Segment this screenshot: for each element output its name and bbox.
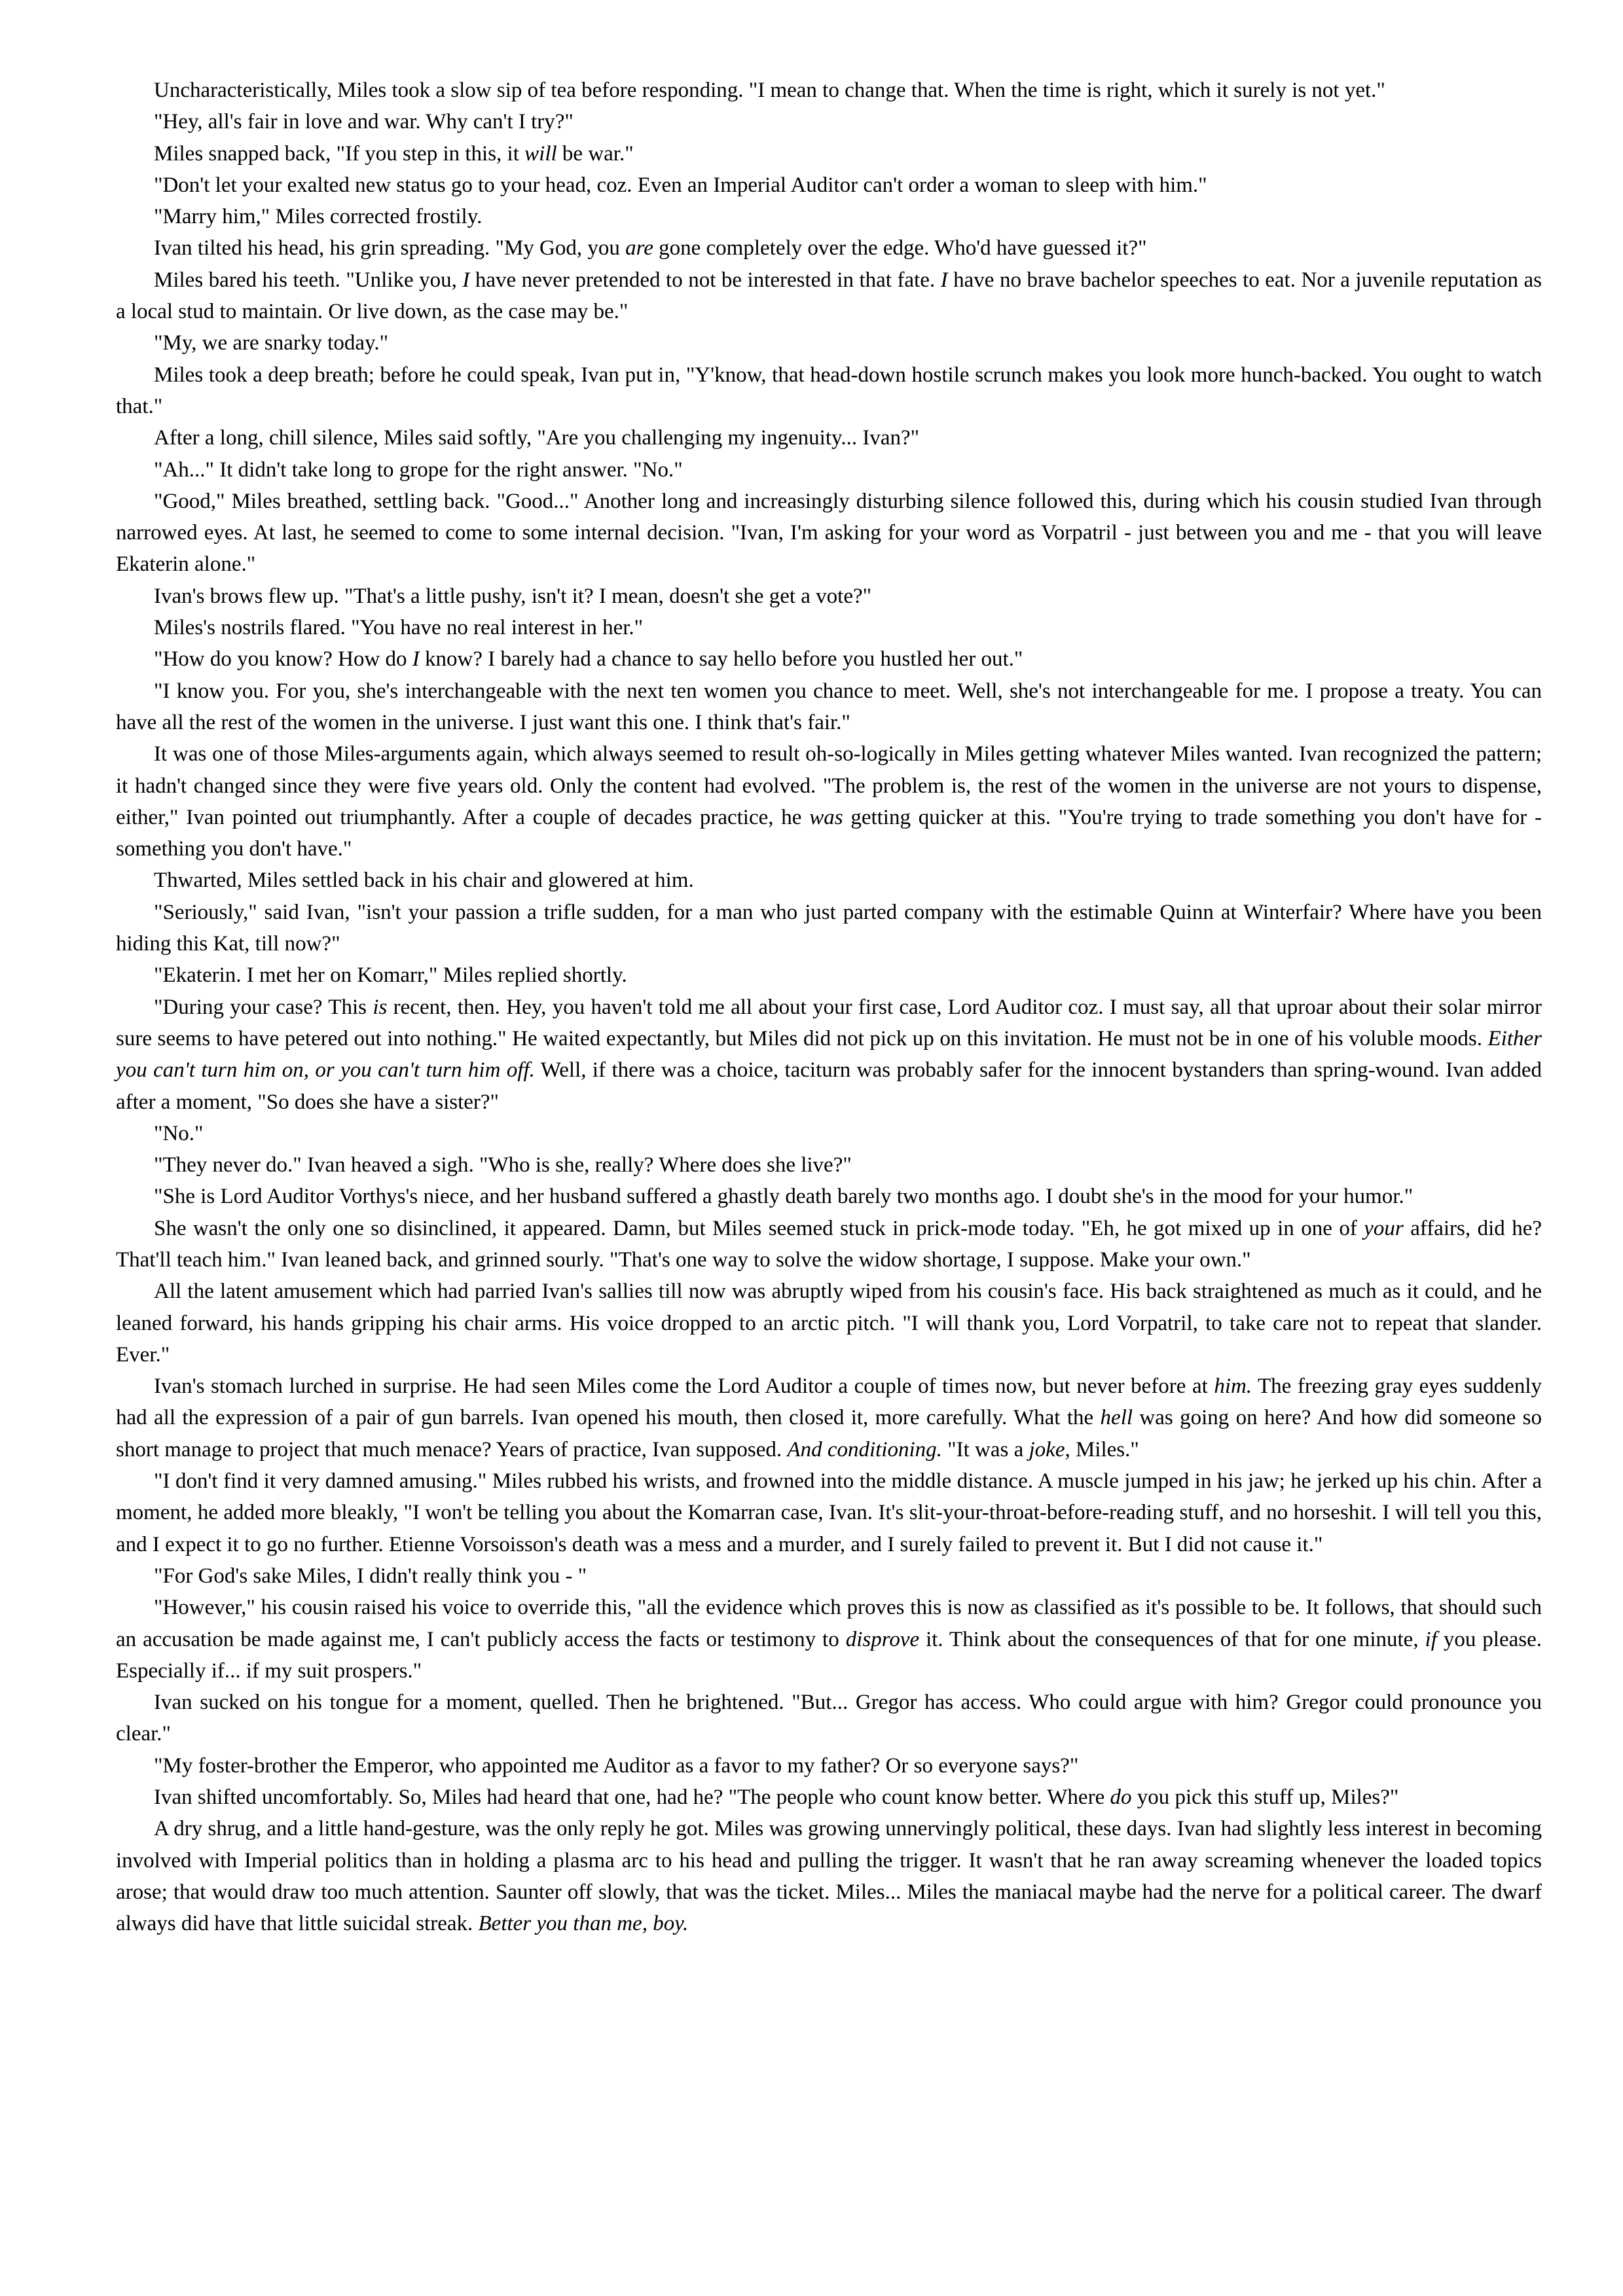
text-run: it. Think about the consequences of that for one minute, (919, 1627, 1425, 1651)
text-run: "It was a (941, 1437, 1029, 1462)
text-run: affairs, did he? That'll teach him." Ivan leaned back, and grinned sourly. "That's one way to solve the widow shortage, I suppose. Make your own." (116, 1216, 1542, 1272)
text-run: After a long, chill silence, Miles said softly, "Are you challenging my ingenuity... Ivan?" (154, 426, 920, 450)
page-body (116, 75, 1542, 1940)
text-run: Ivan sucked on his tongue for a moment, quelled. Then he brightened. "But... Gregor has access. Who could argue with him? Gregor could pronounce you clear." (116, 1691, 1542, 1746)
text-run: Uncharacteristically, Miles took a slow sip of tea before responding. "I mean to change that. When the time is right, which it surely is not yet." (154, 79, 1385, 102)
paragraph (116, 201, 1542, 232)
text-run: Thwarted, Miles settled back in his chair and glowered at him. (154, 869, 694, 893)
text-run: "Seriously," said Ivan, "isn't your passion a trifle sudden, for a man who just parted company with the estimable Quinn at Winterfair? Where have you been hiding this Kat, till now?" (116, 900, 1542, 956)
italic-text-run: was (809, 805, 843, 829)
text-run: "Marry him," Miles corrected frostily. (154, 205, 483, 229)
paragraph (116, 138, 1542, 170)
text-run: Miles took a deep breath; before he could speak, Ivan put in, "Y'know, that head-down hostile scrunch makes you look more hunch-backed. You ought to watch that." (116, 363, 1542, 418)
paragraph (116, 643, 1542, 675)
italic-text-run: And conditioning. (787, 1437, 942, 1462)
text-run: gone completely over the edge. Who'd have guessed it?" (653, 236, 1147, 260)
text-run: you pick this stuff up, Miles?" (1131, 1785, 1399, 1810)
text-run: , Miles." (1065, 1437, 1139, 1462)
italic-text-run: do (1110, 1785, 1132, 1810)
paragraph (116, 1560, 1542, 1592)
text-run: It was one of those Miles-arguments again, which always seemed to result oh-so-logically in Miles getting whatever Miles wanted. Ivan recognized the pattern; it hadn't changed since they were five years old. Only the content had evolved. "The problem is, the rest of the women in the universe are not yours to dispense, either," Ivan pointed out triumphantly. After a couple of decades practice, he (116, 742, 1542, 829)
text-run: "Ah..." It didn't take long to grope for the right answer. "No." (154, 457, 683, 482)
text-run: All the latent amusement which had parried Ivan's sallies till now was abruptly wiped from his cousin's face. His back straightened as much as it could, and he leaned forward, his hands gripping his chair arms. His voice dropped to an arctic pitch. "I will thank you, Lord Vorpatril, to take care not to repeat that slander. Ever." (116, 1280, 1542, 1367)
paragraph (116, 992, 1542, 1118)
paragraph (116, 897, 1542, 960)
text-run: "Hey, all's fair in love and war. Why can't I try?" (154, 110, 574, 134)
paragraph (116, 170, 1542, 201)
text-run: "I know you. For you, she's interchangeable with the next ten women you chance to meet. Well, she's not interchangeable for me. I propose a treaty. You can have all the rest of the women in the universe. I just want this one. I think that's fair." (116, 679, 1542, 734)
text-run: "However," his cousin raised his voice to override this, "all the evidence which proves this is now as classified as it's possible to be. It follows, that should such an accusation be made against me, I can't publicly access the facts or testimony to (116, 1596, 1542, 1651)
text-run: "Good," Miles breathed, settling back. "Good..." Another long and increasingly disturbing silence followed this, during which his cousin studied Ivan through narrowed eyes. At last, he seemed to come to some internal decision. "Ivan, I'm asking for your word as Vorpatril - just between you and me - that you will leave Ekaterin alone." (116, 489, 1542, 577)
text-run: Ivan's brows flew up. "That's a little pushy, isn't it? I mean, doesn't she get a vote?" (154, 584, 872, 608)
italic-text-run: hell (1100, 1406, 1133, 1430)
text-run: have no brave bachelor speeches to eat. Nor a juvenile reputation as a local stud to maintain. Or live down, as the case may be." (116, 268, 1542, 324)
paragraph (116, 359, 1542, 423)
paragraph (116, 865, 1542, 896)
paragraph (116, 1782, 1542, 1813)
italic-text-run: him. (1214, 1374, 1252, 1399)
text-run: "They never do." Ivan heaved a sigh. "Who is she, really? Where does she live?" (154, 1153, 852, 1177)
text-run: getting quicker at this. "You're trying to trade something you don't have for - something you don't have." (116, 805, 1542, 861)
italic-text-run: disprove (845, 1627, 920, 1651)
paragraph (116, 327, 1542, 359)
text-run: recent, then. Hey, you haven't told me all about your first case, Lord Auditor coz. I must say, all that uproar about their solar mirror sure seems to have petered out into nothing." He waited expectantly, but Miles did not pick up on this invitation. He must not be in one of his voluble moods. (116, 995, 1542, 1050)
text-run: "I don't find it very damned amusing." Miles rubbed his wrists, and frowned into the middle distance. A muscle jumped in his jaw; he jerked up his chin. After a moment, he added more bleakly, "I won't be telling you about the Komarran case, Ivan. It's slit-your-throat-before-reading stuff, and no horseshit. I will tell you this, and I expect it to go no further. Etienne Vorsoisson's death was a mess and a murder, and I surely failed to prevent it. But I did not cause it." (116, 1469, 1542, 1556)
text-run: Miles bared his teeth. "Unlike you, (154, 268, 463, 292)
paragraph (116, 1118, 1542, 1149)
text-run: "For God's sake Miles, I didn't really think you - " (154, 1564, 587, 1588)
text-run: Miles's nostrils flared. "You have no real interest in her." (154, 616, 644, 640)
text-run: was going on here? And how did someone so short manage to project that much menace? Years of practice, Ivan supposed. (116, 1406, 1542, 1462)
paragraph (116, 675, 1542, 739)
italic-text-run: Better you than me, boy. (478, 1912, 689, 1936)
text-run: Ivan shifted uncomfortably. So, Miles had heard that one, had he? "The people who count know better. Where (154, 1785, 1110, 1810)
paragraph (116, 1371, 1542, 1465)
paragraph (116, 1750, 1542, 1782)
italic-text-run: are (625, 236, 653, 260)
paragraph (116, 738, 1542, 865)
italic-text-run: is (373, 995, 388, 1019)
text-run: "She is Lord Auditor Vorthys's niece, and her husband suffered a ghastly death barely two months ago. I doubt she's in the mood for your humor." (154, 1185, 1413, 1209)
paragraph (116, 1213, 1542, 1276)
text-run: "My foster-brother the Emperor, who appointed me Auditor as a favor to my father? Or so everyone says?" (154, 1753, 1079, 1778)
paragraph (116, 106, 1542, 137)
paragraph (116, 960, 1542, 991)
text-run: A dry shrug, and a little hand-gesture, was the only reply he got. Miles was growing unnervingly political, these days. Ivan had slightly less interest in becoming involved with Imperial politics than in holding a plasma arc to his head and pulling the trigger. It wasn't that he ran away screaming whenever the loaded topics arose; that would draw too much attention. Saunter off slowly, that was the ticket. Miles... Miles the maniacal maybe had the nerve for a political career. The dwarf always did have that little suicidal streak. (116, 1817, 1542, 1936)
paragraph (116, 1181, 1542, 1212)
italic-text-run: if (1425, 1627, 1437, 1651)
paragraph (116, 1592, 1542, 1687)
text-run: "No." (154, 1121, 204, 1145)
paragraph (116, 1687, 1542, 1750)
text-run: "During your case? This (154, 995, 373, 1019)
paragraph (116, 1276, 1542, 1371)
paragraph (116, 1813, 1542, 1939)
paragraph (116, 75, 1542, 106)
text-run: "How do you know? How do (154, 647, 412, 672)
italic-text-run: I (412, 647, 420, 672)
text-run: Well, if there was a choice, taciturn was probably safer for the innocent bystanders than spring-wound. Ivan added after a moment, "So does she have a sister?" (116, 1058, 1542, 1114)
paragraph (116, 454, 1542, 486)
paragraph (116, 612, 1542, 643)
text-run: you please. Especially if... if my suit prospers." (116, 1627, 1542, 1683)
text-run: be war." (556, 141, 634, 166)
italic-text-run: will (524, 141, 557, 166)
text-run: She wasn't the only one so disinclined, it appeared. Damn, but Miles seemed stuck in prick-mode today. "Eh, he got mixed up in one of (154, 1216, 1364, 1240)
paragraph (116, 1465, 1542, 1560)
text-run: have never pretended to not be interested in that fate. (469, 268, 941, 292)
paragraph (116, 581, 1542, 612)
text-run: know? I barely had a chance to say hello before you hustled her out." (419, 647, 1023, 672)
text-run: "Don't let your exalted new status go to your head, coz. Even an Imperial Auditor can't order a woman to sleep with him." (154, 173, 1207, 197)
text-run: "Ekaterin. I met her on Komarr," Miles replied shortly. (154, 963, 627, 988)
italic-text-run: I (462, 268, 470, 292)
paragraph (116, 422, 1542, 454)
paragraph (116, 264, 1542, 328)
paragraph (116, 1149, 1542, 1181)
italic-text-run: joke (1029, 1437, 1065, 1462)
text-run: The freezing gray eyes suddenly had all the expression of a pair of gun barrels. Ivan opened his mouth, then closed it, more carefully. What the (116, 1374, 1542, 1430)
text-run: Miles snapped back, "If you step in this, it (154, 141, 525, 166)
italic-text-run: Either you can't turn him on, or you can't turn him off. (116, 1026, 1542, 1083)
text-run: Ivan's stomach lurched in surprise. He had seen Miles come the Lord Auditor a couple of times now, but never before at (154, 1374, 1214, 1399)
text-run: Ivan tilted his head, his grin spreading. "My God, you (154, 236, 626, 260)
italic-text-run: I (940, 268, 948, 292)
paragraph (116, 232, 1542, 264)
paragraph (116, 486, 1542, 581)
text-run: "My, we are snarky today." (154, 331, 389, 355)
italic-text-run: your (1364, 1216, 1404, 1240)
